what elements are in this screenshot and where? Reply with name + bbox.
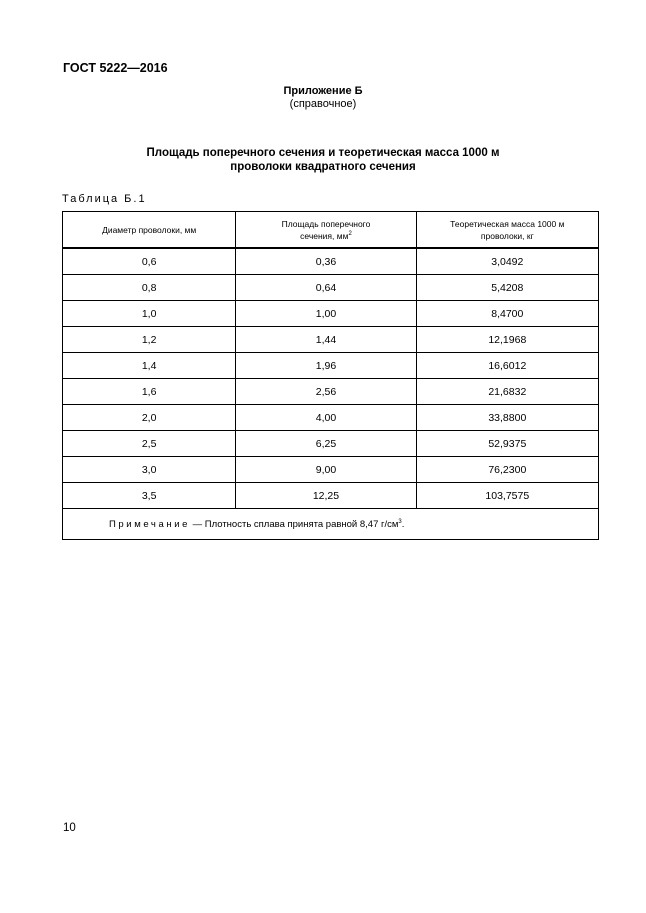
header-mass-line1: Теоретическая масса 1000 м xyxy=(450,218,565,229)
page-number: 10 xyxy=(63,822,76,834)
cell-diameter: 1,0 xyxy=(63,301,236,327)
cell-diameter: 1,6 xyxy=(63,379,236,405)
cell-area: 1,44 xyxy=(236,327,416,353)
cell-diameter: 3,5 xyxy=(63,483,236,509)
cell-mass: 33,8800 xyxy=(416,405,598,431)
table-header-row xyxy=(63,212,599,249)
table-row xyxy=(63,353,599,379)
cell-diameter: 2,5 xyxy=(63,431,236,457)
header-mass xyxy=(416,212,598,249)
table-row xyxy=(63,301,599,327)
document-title-line1: Площадь поперечного сечения и теоретическая масса 1000 м xyxy=(146,147,500,159)
table-label: Таблица Б.1 xyxy=(62,193,147,205)
table-row xyxy=(63,248,599,275)
document-title-line2: проволоки квадратного сечения xyxy=(230,161,416,173)
document-code: ГОСТ 5222—2016 xyxy=(63,61,168,75)
cell-mass: 16,6012 xyxy=(416,353,598,379)
cell-diameter: 3,0 xyxy=(63,457,236,483)
appendix-subtitle: (справочное) xyxy=(289,98,357,110)
cell-mass: 76,2300 xyxy=(416,457,598,483)
document-title xyxy=(0,146,646,174)
note-text: — Плотность сплава принята равной 8,47 г/см xyxy=(192,518,399,530)
table-row xyxy=(63,405,599,431)
cell-diameter: 1,2 xyxy=(63,327,236,353)
cell-mass: 103,7575 xyxy=(416,483,598,509)
appendix-title: Приложение Б xyxy=(283,85,363,97)
cell-area: 12,25 xyxy=(236,483,416,509)
cell-area: 1,96 xyxy=(236,353,416,379)
note-label: Примечание xyxy=(109,518,190,530)
cell-area: 1,00 xyxy=(236,301,416,327)
header-area-sup: 2 xyxy=(348,230,352,237)
cell-area: 2,56 xyxy=(236,379,416,405)
cell-mass: 5,4208 xyxy=(416,275,598,301)
cell-mass: 8,4700 xyxy=(416,301,598,327)
cell-area: 0,36 xyxy=(236,248,416,275)
table-row xyxy=(63,457,599,483)
table-note xyxy=(63,509,599,540)
appendix-heading xyxy=(0,85,646,111)
cell-area: 4,00 xyxy=(236,405,416,431)
header-area-line2: сечения, мм xyxy=(300,230,349,241)
cell-mass: 3,0492 xyxy=(416,248,598,275)
table-row xyxy=(63,379,599,405)
cell-diameter: 2,0 xyxy=(63,405,236,431)
table-row xyxy=(63,431,599,457)
header-diameter: Диаметр проволоки, мм xyxy=(63,212,236,249)
cell-area: 0,64 xyxy=(236,275,416,301)
cell-diameter: 0,6 xyxy=(63,248,236,275)
table-note-row xyxy=(63,509,599,540)
cell-mass: 52,9375 xyxy=(416,431,598,457)
note-end: . xyxy=(401,518,405,530)
cell-mass: 21,6832 xyxy=(416,379,598,405)
header-area-line1: Площадь поперечного xyxy=(281,218,371,229)
header-area xyxy=(236,212,416,249)
cell-diameter: 1,4 xyxy=(63,353,236,379)
cell-area: 6,25 xyxy=(236,431,416,457)
table-row xyxy=(63,327,599,353)
cell-area: 9,00 xyxy=(236,457,416,483)
data-table xyxy=(62,211,599,540)
note-sup: 3 xyxy=(398,518,402,525)
table-row xyxy=(63,275,599,301)
cell-diameter: 0,8 xyxy=(63,275,236,301)
cell-mass: 12,1968 xyxy=(416,327,598,353)
table-row xyxy=(63,483,599,509)
header-mass-line2: проволоки, кг xyxy=(480,230,534,241)
